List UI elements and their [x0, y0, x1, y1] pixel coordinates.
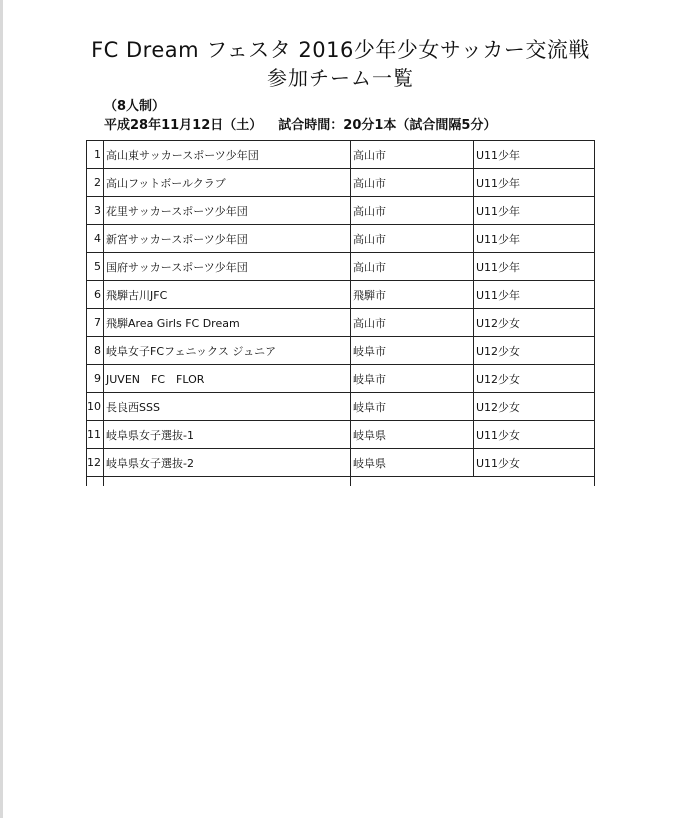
team-city: 高山市 [351, 309, 474, 337]
team-name: 岐阜女子FCフェニックス ジュニア [104, 337, 351, 365]
team-name: 高山東サッカースポーツ少年団 [104, 141, 351, 169]
page-left-edge [0, 0, 3, 818]
table-bottom-cell [351, 477, 474, 487]
team-city: 岐阜県 [351, 449, 474, 477]
match-format-note: （8人制） [104, 99, 166, 114]
team-name: 長良西SSS [104, 393, 351, 421]
team-category: U11少女 [474, 421, 595, 449]
team-category: U11少女 [474, 449, 595, 477]
table-row [87, 281, 595, 309]
team-city: 飛騨市 [351, 281, 474, 309]
table-row [87, 253, 595, 281]
table-row [87, 365, 595, 393]
team-category: U11少年 [474, 169, 595, 197]
table-bottom-cell [87, 477, 104, 487]
team-category: U11少年 [474, 253, 595, 281]
team-category: U12少女 [474, 337, 595, 365]
team-number: 3 [87, 197, 104, 225]
team-number: 1 [87, 141, 104, 169]
table-bottom-cell [104, 477, 351, 487]
team-city: 高山市 [351, 225, 474, 253]
table-row [87, 309, 595, 337]
team-name: 国府サッカースポーツ少年団 [104, 253, 351, 281]
team-city: 岐阜市 [351, 337, 474, 365]
table-row [87, 225, 595, 253]
team-name: 飛騨古川JFC [104, 281, 351, 309]
document-subtitle: 参加チーム一覧 [267, 66, 414, 90]
match-time: 試合時間：20分1本（試合間隔5分） [278, 118, 497, 133]
team-number: 12 [87, 449, 104, 477]
team-name: 高山フットボールクラブ [104, 169, 351, 197]
team-name: JUVEN FC FLOR [104, 365, 351, 393]
teams-table-body [87, 141, 595, 487]
team-number: 7 [87, 309, 104, 337]
team-city: 高山市 [351, 141, 474, 169]
team-city: 高山市 [351, 169, 474, 197]
table-row [87, 169, 595, 197]
table-row [87, 197, 595, 225]
team-category: U12少女 [474, 393, 595, 421]
team-number: 11 [87, 421, 104, 449]
table-row [87, 421, 595, 449]
team-category: U11少年 [474, 225, 595, 253]
team-city: 高山市 [351, 197, 474, 225]
team-category: U11少年 [474, 197, 595, 225]
team-category: U11少年 [474, 141, 595, 169]
team-city: 岐阜県 [351, 421, 474, 449]
table-row [87, 393, 595, 421]
table-bottom-edge [87, 477, 595, 487]
team-number: 4 [87, 225, 104, 253]
table-bottom-cell [474, 477, 595, 487]
table-row [87, 449, 595, 477]
team-city: 高山市 [351, 253, 474, 281]
document-title: FC Dream フェスタ 2016少年少女サッカー交流戦 [91, 38, 590, 62]
team-number: 2 [87, 169, 104, 197]
team-number: 8 [87, 337, 104, 365]
team-city: 岐阜市 [351, 393, 474, 421]
team-category: U11少年 [474, 281, 595, 309]
team-category: U12少女 [474, 309, 595, 337]
table-row [87, 141, 595, 169]
team-number: 10 [87, 393, 104, 421]
team-name: 花里サッカースポーツ少年団 [104, 197, 351, 225]
team-city: 岐阜市 [351, 365, 474, 393]
team-name: 新宮サッカースポーツ少年団 [104, 225, 351, 253]
table-row [87, 337, 595, 365]
team-number: 6 [87, 281, 104, 309]
event-date: 平成28年11月12日（土） [104, 118, 263, 133]
teams-table [86, 140, 595, 486]
event-date-line [104, 114, 496, 133]
team-name: 飛騨Area Girls FC Dream [104, 309, 351, 337]
team-number: 9 [87, 365, 104, 393]
team-name: 岐阜県女子選抜-1 [104, 421, 351, 449]
team-category: U12少女 [474, 365, 595, 393]
team-number: 5 [87, 253, 104, 281]
team-name: 岐阜県女子選抜-2 [104, 449, 351, 477]
